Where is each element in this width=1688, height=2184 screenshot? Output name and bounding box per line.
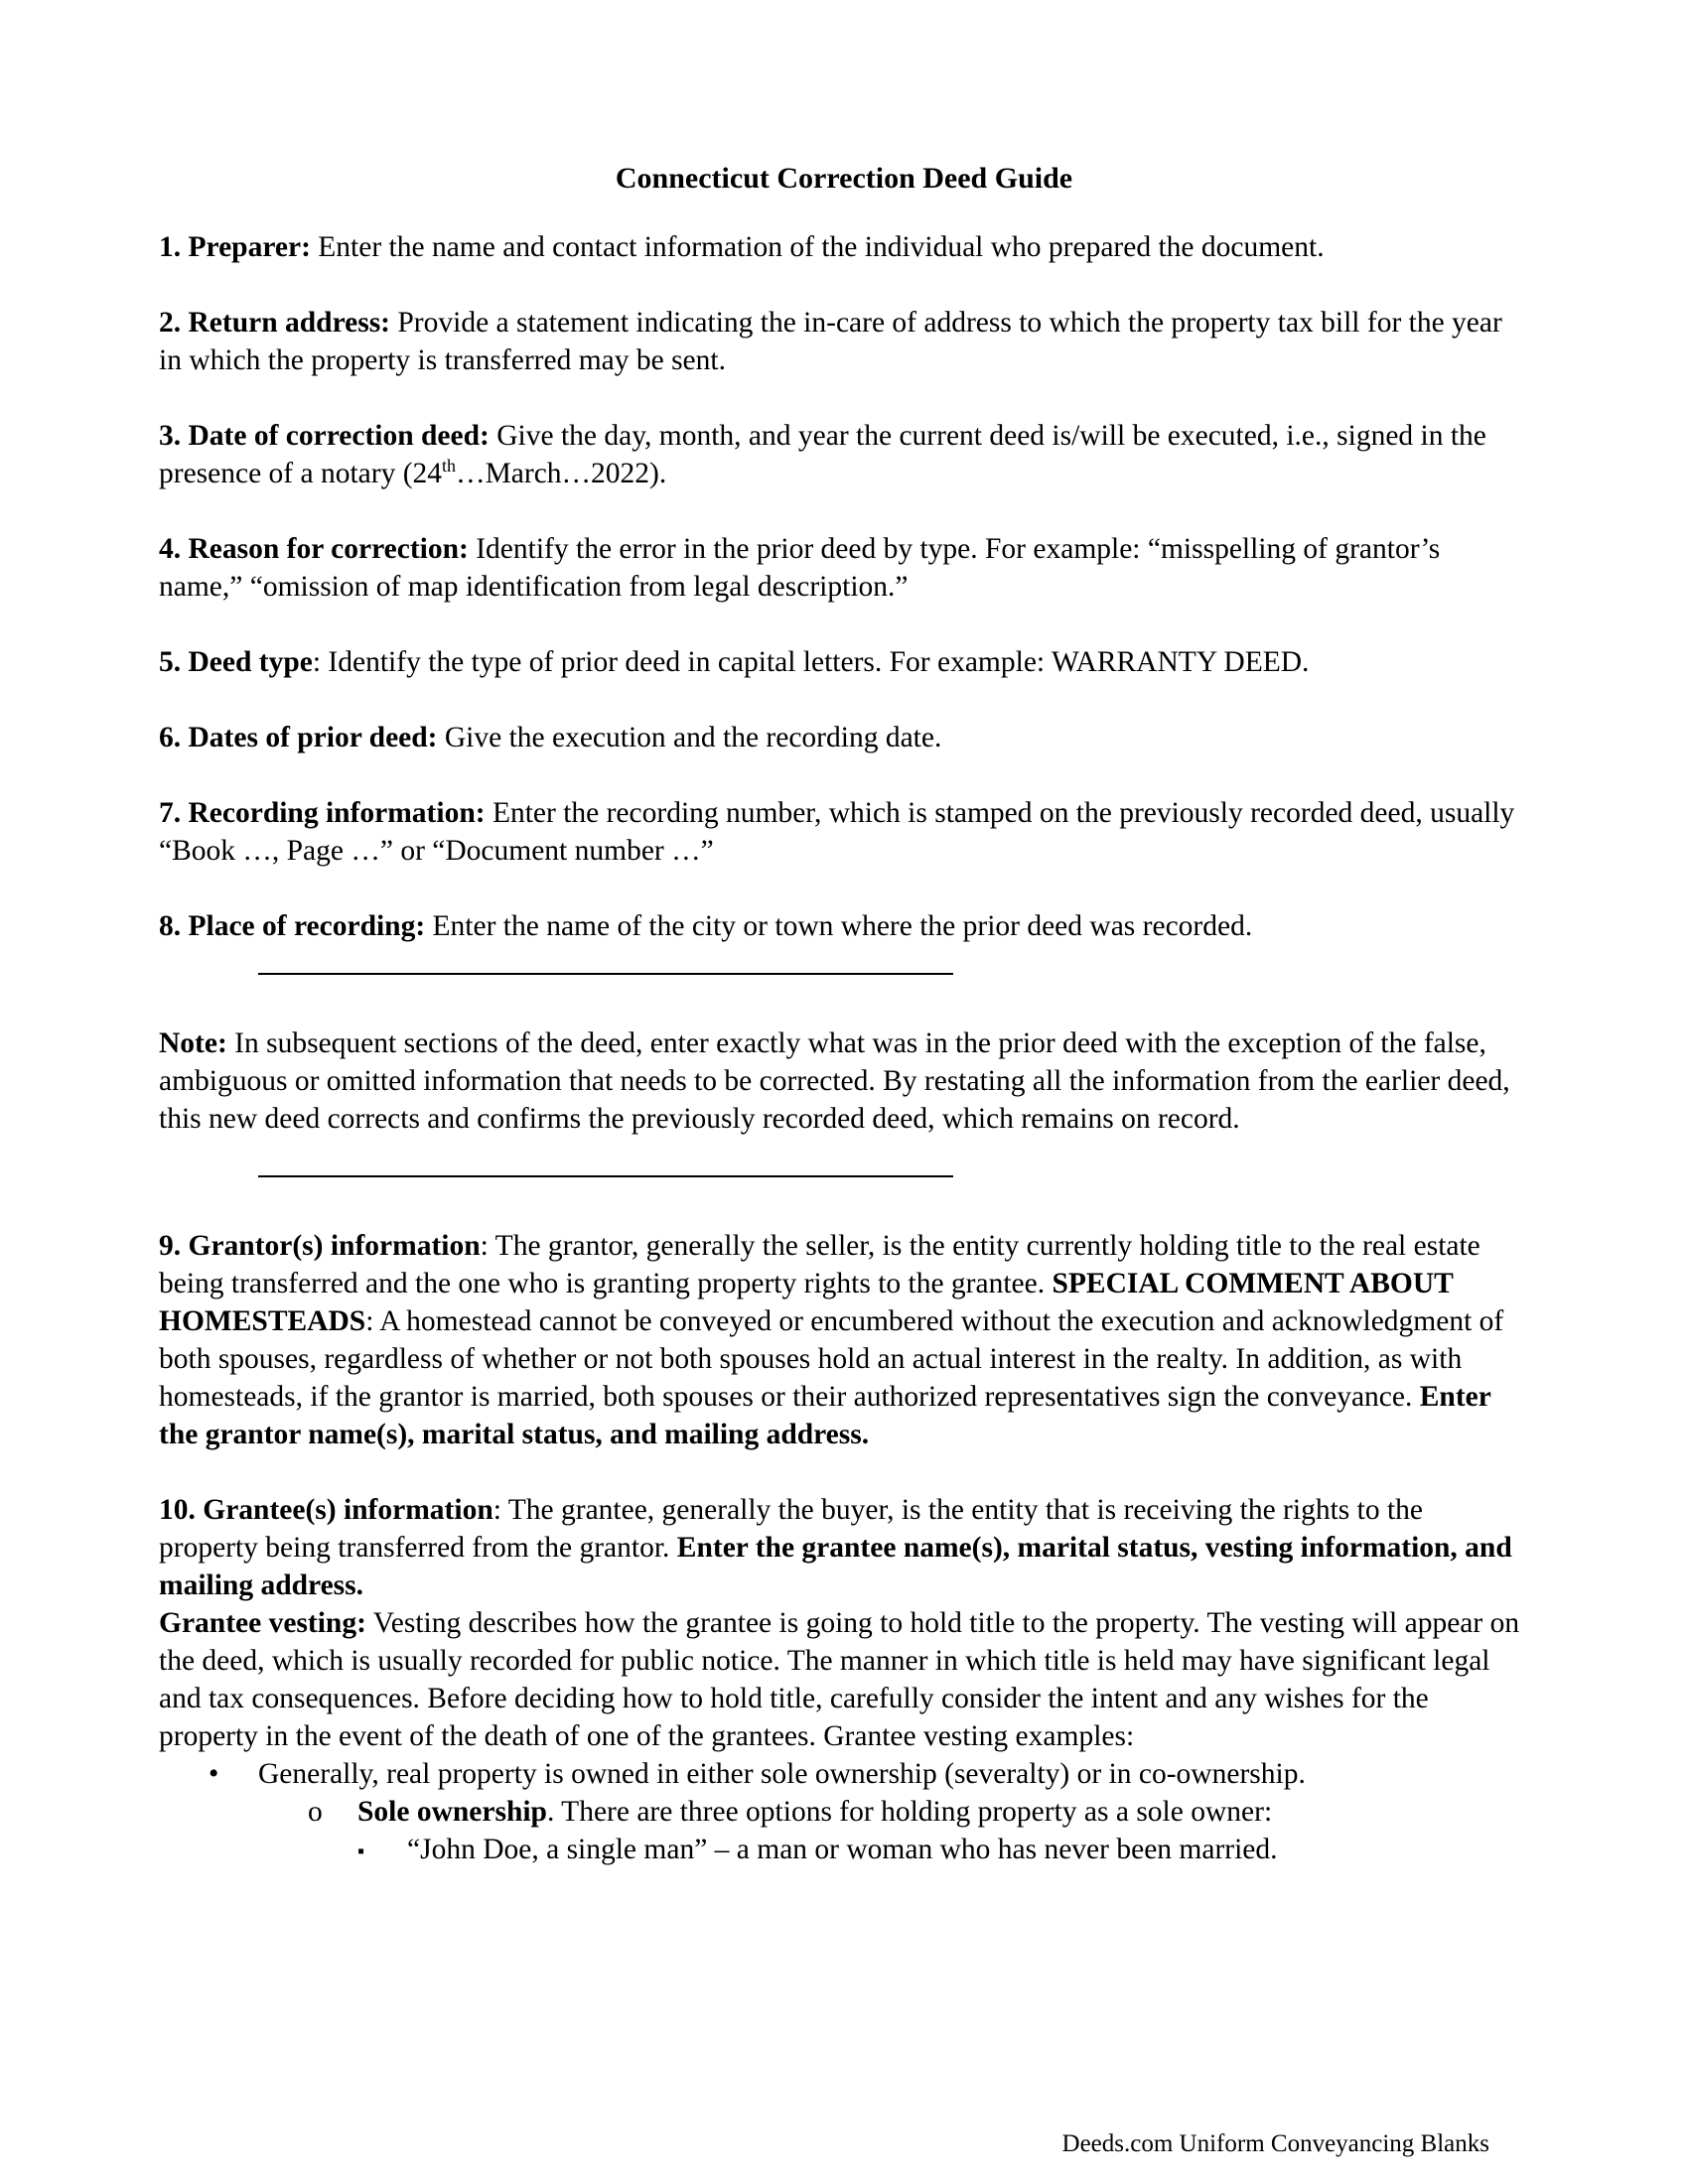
bullet-marker: ▪ xyxy=(357,1841,365,1862)
item-dates-of-prior-deed xyxy=(159,719,1529,756)
item-label: 9. Grantor(s) information xyxy=(159,1230,481,1262)
item-grantor-information xyxy=(159,1227,1529,1453)
ordinal-suffix: th xyxy=(442,456,457,477)
horizontal-rule xyxy=(258,1175,953,1177)
note-label: Note: xyxy=(159,1027,227,1059)
vesting-text: Vesting describes how the grantee is going to hold title to the property. The vesting will appear on the deed, which is usually recorded for public notice. The manner in which title is held may have significant legal and tax consequences. Before deciding how to hold title, carefully consider the intent and any wishes for the property in the event of the death of one of the grantees. Grantee vesting examples: xyxy=(159,1607,1520,1752)
page-title: Connecticut Correction Deed Guide xyxy=(615,162,1073,195)
item-text: Give the execution and the recording date. xyxy=(437,722,942,753)
item-text: : The grantee, generally the buyer, is the entity that is receiving the rights to the property being transferred from the grantor. xyxy=(159,1494,1423,1564)
item-label: 5. Deed type xyxy=(159,646,313,678)
item-label: 7. Recording information: xyxy=(159,797,486,829)
note-text: In subsequent sections of the deed, enter exactly what was in the prior deed with the exception of the false, ambiguous or omitted information that needs to be corrected. By restating all the information from the earlier deed, this new deed corrects and confirms the previously recorded deed, which remains on record. xyxy=(159,1027,1510,1135)
item-text: : Identify the type of prior deed in capital letters. For example: WARRANTY DEED. xyxy=(312,646,1310,678)
item-text-continued: …March…2022). xyxy=(456,458,667,489)
grantee-instruction: Enter the grantee name(s), marital status, vesting information, and mailing address. xyxy=(159,1532,1512,1601)
grantor-instruction: Enter the grantor name(s), marital status, and mailing address. xyxy=(159,1381,1491,1450)
item-preparer xyxy=(159,228,1529,266)
list-item xyxy=(159,1793,1529,1831)
bullet-marker: • xyxy=(209,1758,219,1790)
bullet-marker: o xyxy=(308,1796,323,1828)
list-item-text: Generally, real property is owned in either sole ownership (severalty) or in co-ownership. xyxy=(258,1758,1306,1790)
vesting-label: Grantee vesting: xyxy=(159,1607,366,1639)
item-recording-information xyxy=(159,794,1529,870)
item-text: Provide a statement indicating the in-care of address to which the property tax bill for the year in which the property is transferred may be sent. xyxy=(159,307,1502,376)
item-label: 3. Date of correction deed: xyxy=(159,420,490,452)
item-label: 8. Place of recording: xyxy=(159,910,426,942)
document-page xyxy=(159,159,1529,1868)
item-return-address xyxy=(159,304,1529,379)
item-label: 2. Return address: xyxy=(159,307,391,339)
note-paragraph xyxy=(159,1024,1529,1138)
item-reason-for-correction xyxy=(159,530,1529,606)
list-item-label: Sole ownership xyxy=(357,1796,547,1828)
page-footer: Deeds.com Uniform Conveyancing Blanks xyxy=(1061,2130,1489,2157)
list-item xyxy=(159,1831,1529,1868)
item-label: 6. Dates of prior deed: xyxy=(159,722,438,753)
homestead-comment-label: SPECIAL COMMENT ABOUT HOMESTEADS xyxy=(159,1268,1454,1337)
item-text: Enter the recording number, which is stamped on the previously recorded deed, usually “Book …, Page …” or “Document number …” xyxy=(159,797,1515,867)
item-text: Identify the error in the prior deed by type. For example: “misspelling of grantor’s name,” “omission of map identification from legal description.” xyxy=(159,533,1441,603)
item-label: 4. Reason for correction: xyxy=(159,533,469,565)
item-label: 1. Preparer: xyxy=(159,231,311,263)
item-deed-type xyxy=(159,643,1529,681)
item-place-of-recording xyxy=(159,907,1529,945)
list-item-text: . There are three options for holding property as a sole owner: xyxy=(546,1796,1273,1828)
item-text: Enter the name of the city or town where the prior deed was recorded. xyxy=(425,910,1253,942)
item-date-of-correction xyxy=(159,417,1529,492)
item-text: Enter the name and contact information of the individual who prepared the document. xyxy=(310,231,1325,263)
item-label: 10. Grantee(s) information xyxy=(159,1494,493,1526)
list-item-text: “John Doe, a single man” – a man or woman who has never been married. xyxy=(407,1834,1278,1865)
horizontal-rule xyxy=(258,973,953,975)
item-text: Give the day, month, and year the current deed is/will be executed, i.e., signed in the presence of a notary (24 xyxy=(159,420,1486,489)
grantee-vesting-paragraph xyxy=(159,1604,1529,1755)
item-text: : The grantor, generally the seller, is the entity currently holding title to the real estate being transferred and the one who is granting property rights to the grantee. xyxy=(159,1230,1480,1299)
item-text-continued: : A homestead cannot be conveyed or encumbered without the execution and acknowledgment of both spouses, regardless of whether or not both spouses hold an actual interest in the realty. In addition, as with homesteads, if the grantor is married, both spouses or their authorized representatives sign the conveyance. xyxy=(159,1305,1504,1413)
list-item xyxy=(159,1755,1529,1793)
item-grantee-information xyxy=(159,1491,1529,1604)
